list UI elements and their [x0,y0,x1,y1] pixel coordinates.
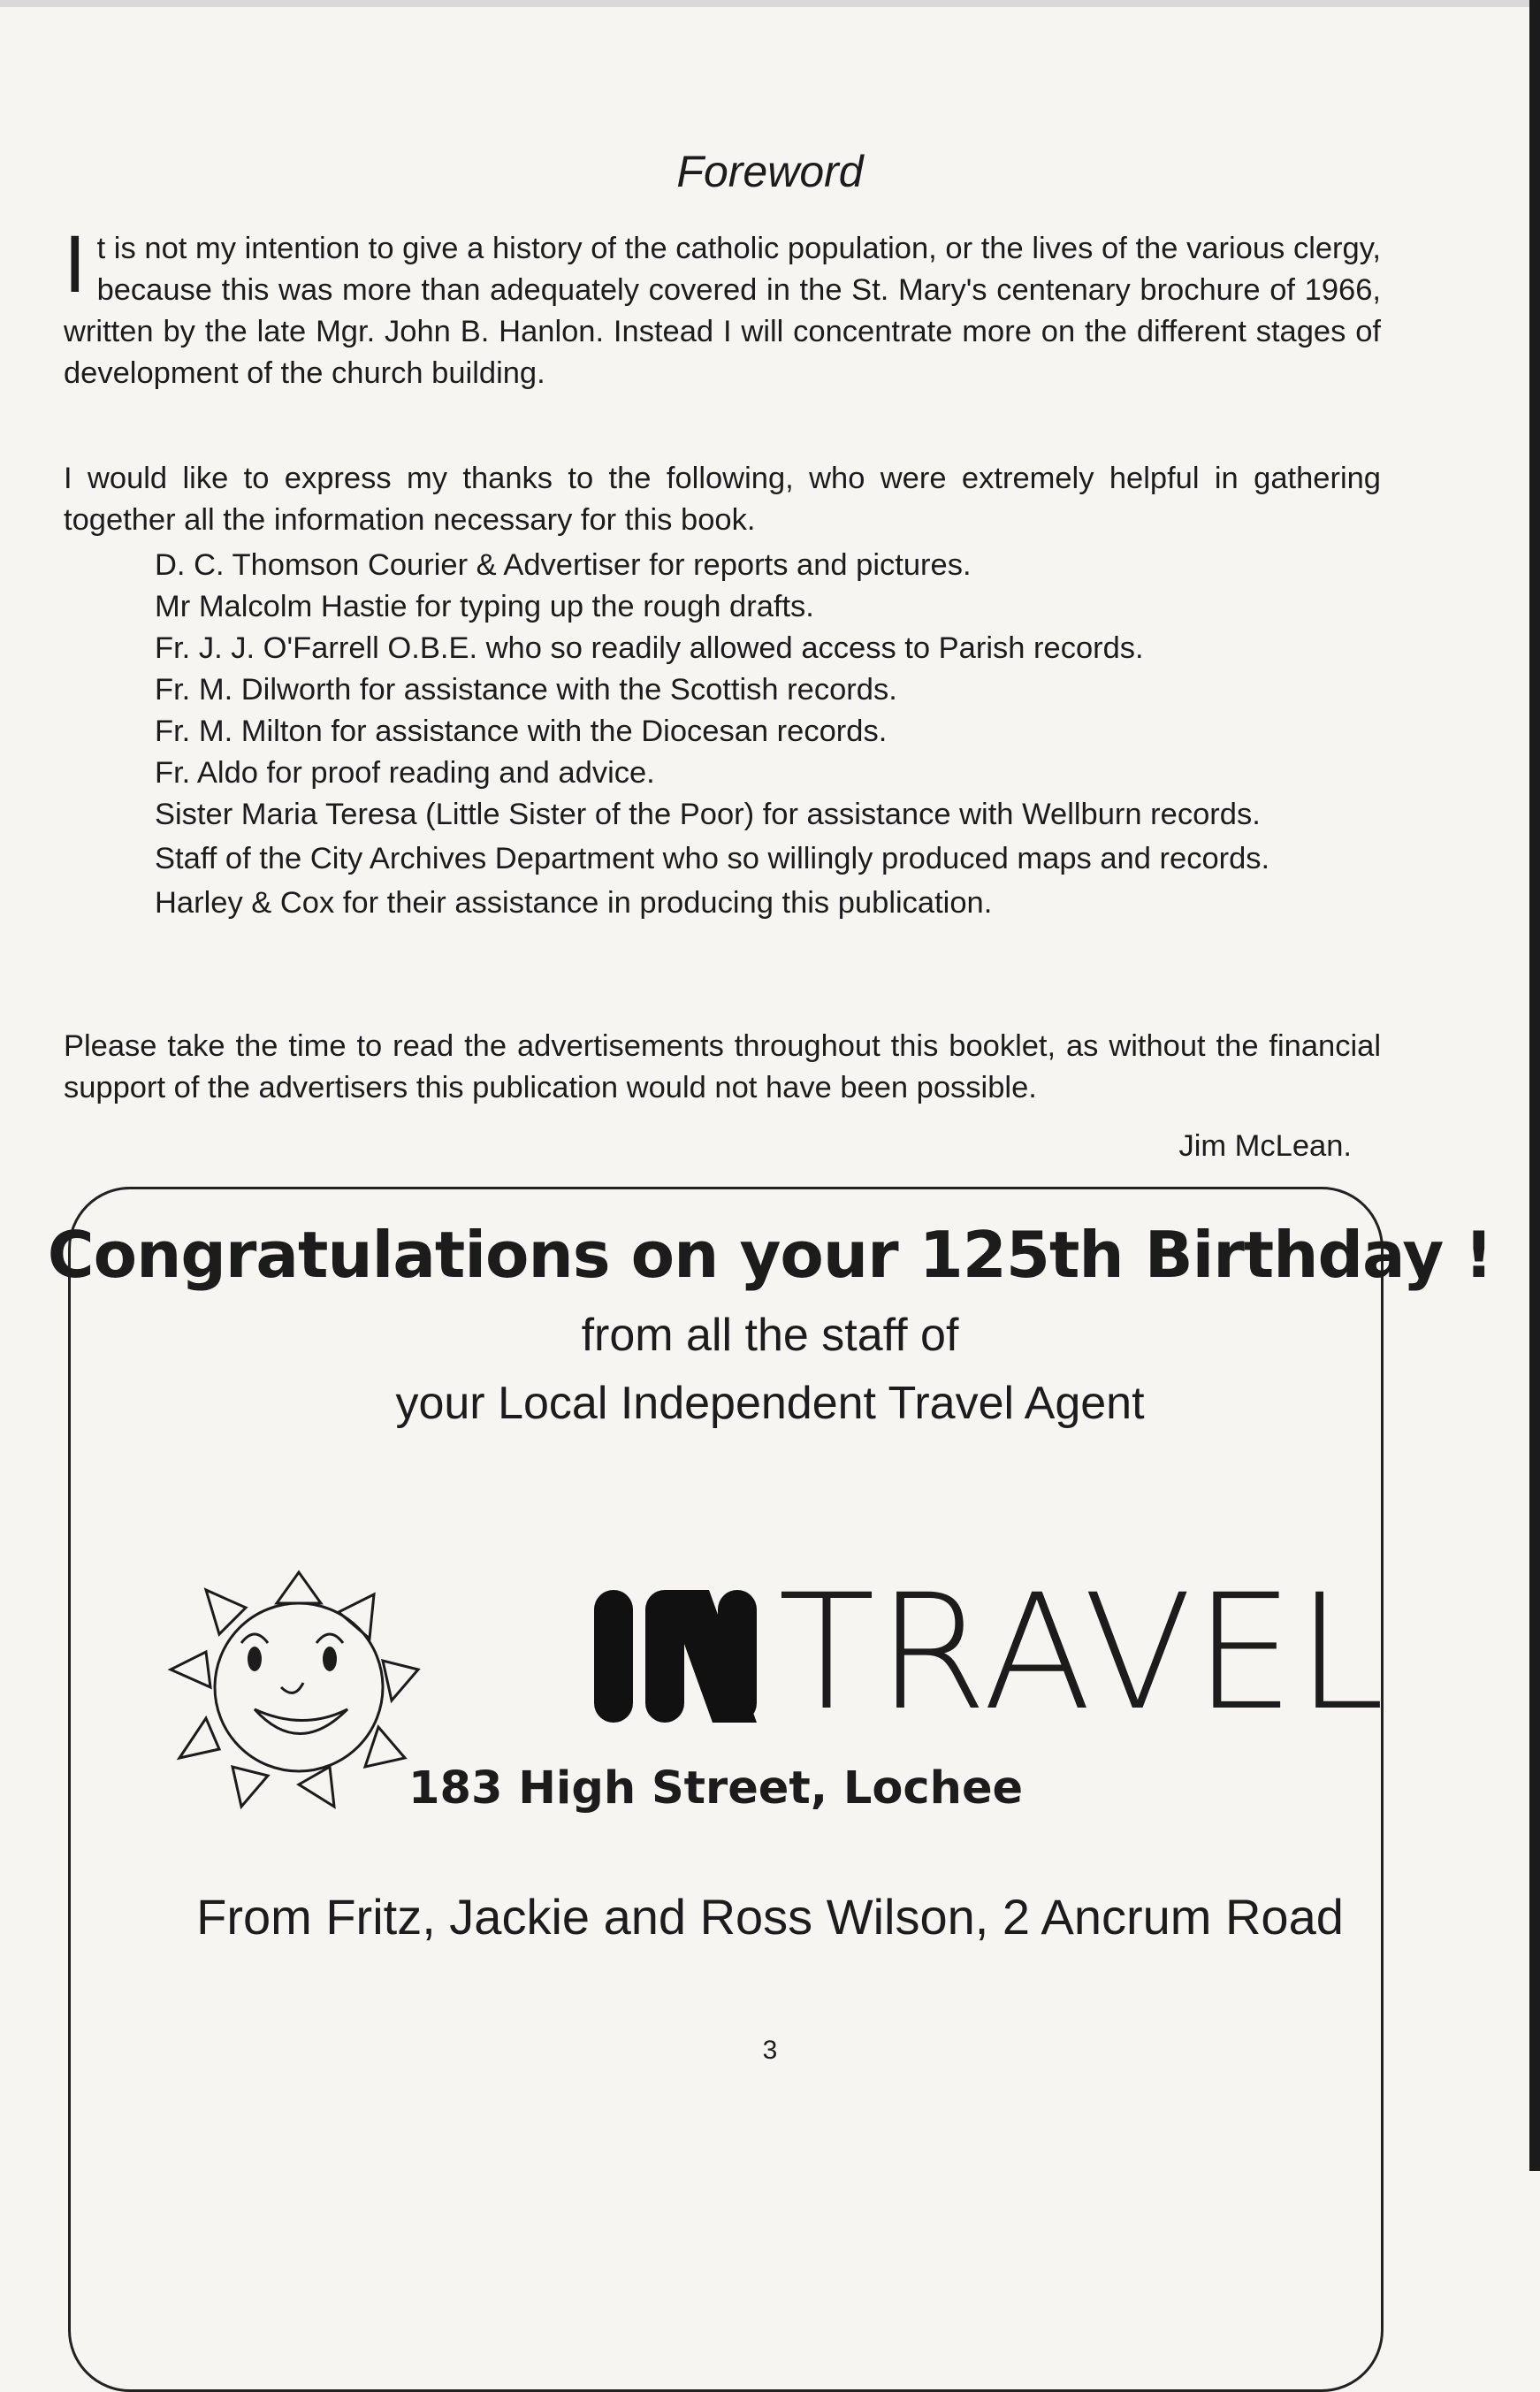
page-number: 3 [762,2036,778,2065]
advert-footer: From Fritz, Jackie and Ross Wilson, 2 Ancrum Road [196,1889,1344,1945]
list-item: Fr. J. J. O'Farrell O.B.E. who so readily allowed access to Parish records. [155,631,1144,665]
drop-cap: I [64,219,87,310]
page-edge-top [0,0,1529,7]
logo-wordmark: TRAVEL [778,1561,1387,1746]
list-item: Sister Maria Teresa (Little Sister of the Poor) for assistance with Wellburn records. [155,798,1261,831]
list-item: Mr Malcolm Hastie for typing up the rough drafts. [155,590,814,623]
list-item: D. C. Thomson Courier & Advertiser for reports and pictures. [155,548,972,582]
thanks-intro-paragraph: I would like to express my thanks to the following, who were extremely helpful in gathering together all the information necessary for this book. [64,462,1381,537]
acknowledgements-list [155,545,1401,924]
list-item: Staff of the City Archives Department who so willingly produced maps and records. [155,842,1270,875]
advert-subline-1: from all the staff of [581,1310,959,1361]
page-title: Foreword [676,147,864,196]
sun-illustration [157,1555,440,1820]
advert-subline-2: your Local Independent Travel Agent [395,1378,1145,1429]
intro-paragraph-text: t is not my intention to give a history of the catholic population, or the lives of the various clergy, because this was more than adequately covered in the St. Mary's centenary brochure of 1966, written by the late Mgr. John B. Hanlon. Instead I will concentrate more on the different stages of development of the church building. [64,232,1381,390]
list-item: Harley & Cox for their assistance in producing this publication. [155,886,993,920]
page-edge-right [1529,0,1540,2171]
advert-address: 183 High Street, Lochee [408,1762,1024,1815]
list-item: Fr. M. Dilworth for assistance with the Scottish records. [155,673,897,707]
advert-headline: Congratulations on your 125th Birthday ! [47,1218,1493,1292]
author-signature: Jim McLean. [1178,1129,1352,1163]
list-item: Fr. Aldo for proof reading and advice. [155,756,655,790]
closing-paragraph: Please take the time to read the advertisements throughout this booklet, as without the financial support of the advertisers this publication would not have been possible. [64,1029,1381,1104]
list-item: Fr. M. Milton for assistance with the Diocesan records. [155,715,888,748]
intro-paragraph [64,219,1381,394]
